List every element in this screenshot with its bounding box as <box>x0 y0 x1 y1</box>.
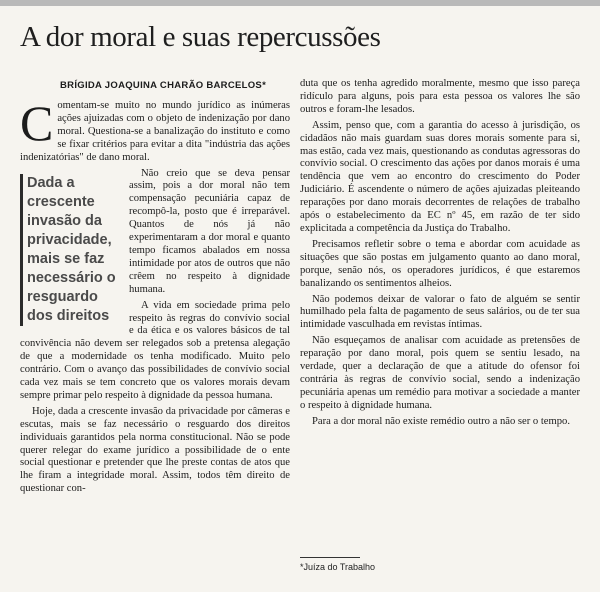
left-column <box>20 100 290 588</box>
right-column <box>300 78 580 588</box>
pull-quote: Dada a crescente invasão da privacidade, mais se faz necessário o resguardo dos direitos <box>20 174 119 326</box>
article-title: A dor moral e suas repercussões <box>20 21 381 53</box>
opening-paragraph-text: omentam-se muito no mundo jurídico as inúmeras ações ajuizadas com o objeto de indenização por dano moral. Questiona-se a banalização do instituto e como se fixar critérios para evitar a dita "indústria das ações indenizatórias" de dano moral. <box>20 100 290 163</box>
opening-paragraph <box>20 100 290 165</box>
body-paragraph: Não creio que se deva pensar assim, pois a dor moral não tem compensação pecuniária capaz de recompô-la, posto que é irreparável. Quantos de nós já não experimentaram a dor moral e quanto tempo ficamos abalados em nossa intimidade por atos de outros que não crêem no respeito à dignidade humana. <box>129 167 290 295</box>
body-paragraph: A vida em sociedade prima pelo respeito às regras do convívio social e da ética e os valores básicos de tal convivência não devem ser relegados sob a pretensa alegação de que a modernidade os tenha modificado. Muito pelo contrário. Com o avanço das possibilidades de convívio social cada vez mais se tem concreto que os valores morais devam sempre primar pelo respeito à dignidade da pessoa humana. <box>20 299 290 401</box>
body-paragraph: Não podemos deixar de valorar o fato de alguém se sentir humilhado pela falta de pagamento de seus salários, ou de ter sua intimidade vasculhada em revistas íntimas. <box>300 293 580 331</box>
body-paragraph: duta que os tenha agredido moralmente, mesmo que isso pareça ridículo para alguns, pois para esta pessoa os valores lhe são outros e foram-lhe lesados. <box>300 78 580 115</box>
body-paragraph: Não esqueçamos de analisar com acuidade as pretensões de reparação por dano moral, pois quem se sentiu lesado, na verdade, quer a declaração de que a atitude do ofensor foi contrária às regras de convívio social, sendo a indenização pecuniária apenas um remédio para motivar a sociedade a manter o respeito à dignidade humana. <box>300 335 580 411</box>
body-paragraph: Assim, penso que, com a garantia do acesso à jurisdição, os cidadãos não mais guardam suas dores morais somente para si, mas estão, cada vez mais, questionando as condutas agressoras do convívio social. O crescimento das ações por danos morais é uma tendência que vem ao encontro do crescimento do Poder Judiciário. É ascendente o número de ações ajuizadas pleiteando reparações por dano morais decorrentes de relações de trabalho após o estabelecimento da EC nº 45, em razão de ter sido explicitada a competência da Justiça do Trabalho. <box>300 119 580 234</box>
top-rule <box>0 0 600 6</box>
body-paragraph: Hoje, dada a crescente invasão da privacidade por câmeras e escutas, mais se faz necessário o resguardo dos direitos individuais garantidos pela norma constitucional. Não se pode querer relegar do exame jurídico a possibilidade de o ente social questionar e pretender que lhe preste contas de atos que lhe firam a integridade moral. Assim, todos têm direito de questionar con- <box>20 405 290 495</box>
article-author: BRÍGIDA JOAQUINA CHARÃO BARCELOS* <box>60 80 267 91</box>
body-paragraph: Precisamos refletir sobre o tema e abordar com acuidade as situações que são postas em julgamento quanto ao dano moral, porque, senão nós, os operadores jurídicos, é que estaremos banalizando os sentimentos alheios. <box>300 238 580 289</box>
body-paragraph: Para a dor moral não existe remédio outro a não ser o tempo. <box>312 415 570 427</box>
author-footnote: *Juíza do Trabalho <box>300 562 500 572</box>
drop-cap: C <box>20 100 54 151</box>
